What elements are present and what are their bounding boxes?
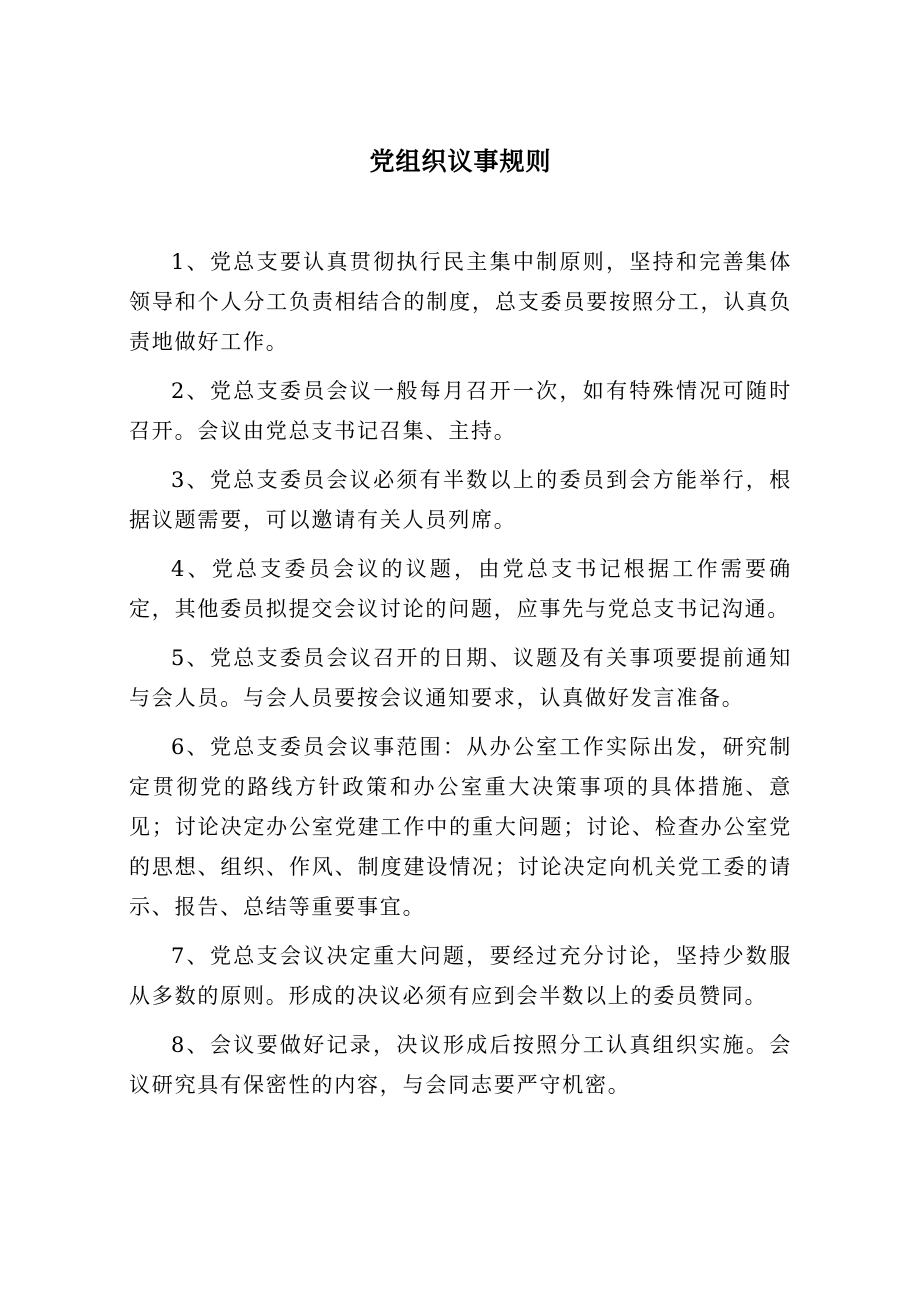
rule-paragraph-6: 6、党总支委员会议事范围：从办公室工作实际出发，研究制定贯彻党的路线方针政策和办公室重大决策事项的具体措施、意见；讨论决定办公室党建工作中的重大问题；讨论、检查办公室党的思想、组织、作风、制度建设情况；讨论决定向机关党工委的请示、报告、总结等重要事宜。 [129,735,792,919]
rule-paragraph-8: 8、会议要做好记录，决议形成后按照分工认真组织实施。会议研究具有保密性的内容，与会同志要严守机密。 [129,1033,792,1097]
rule-paragraph-3: 3、党总支委员会议必须有半数以上的委员到会方能举行，根据议题需要，可以邀请有关人员列席。 [129,468,792,532]
rule-paragraph-4: 4、党总支委员会议的议题，由党总支书记根据工作需要确定，其他委员拟提交会议讨论的问题，应事先与党总支书记沟通。 [129,557,792,621]
document-title: 党组织议事规则 [369,147,552,176]
rule-paragraph-1: 1、党总支要认真贯彻执行民主集中制原则，坚持和完善集体领导和个人分工负责相结合的制度，总支委员要按照分工，认真负责地做好工作。 [129,250,792,354]
rule-paragraph-7: 7、党总支会议决定重大问题，要经过充分讨论，坚持少数服从多数的原则。形成的决议必须有应到会半数以上的委员赞同。 [129,944,792,1008]
rule-paragraph-5: 5、党总支委员会议召开的日期、议题及有关事项要提前通知与会人员。与会人员要按会议通知要求，认真做好发言准备。 [129,646,792,710]
rule-paragraph-2: 2、党总支委员会议一般每月召开一次，如有特殊情况可随时召开。会议由党总支书记召集、主持。 [129,379,792,443]
